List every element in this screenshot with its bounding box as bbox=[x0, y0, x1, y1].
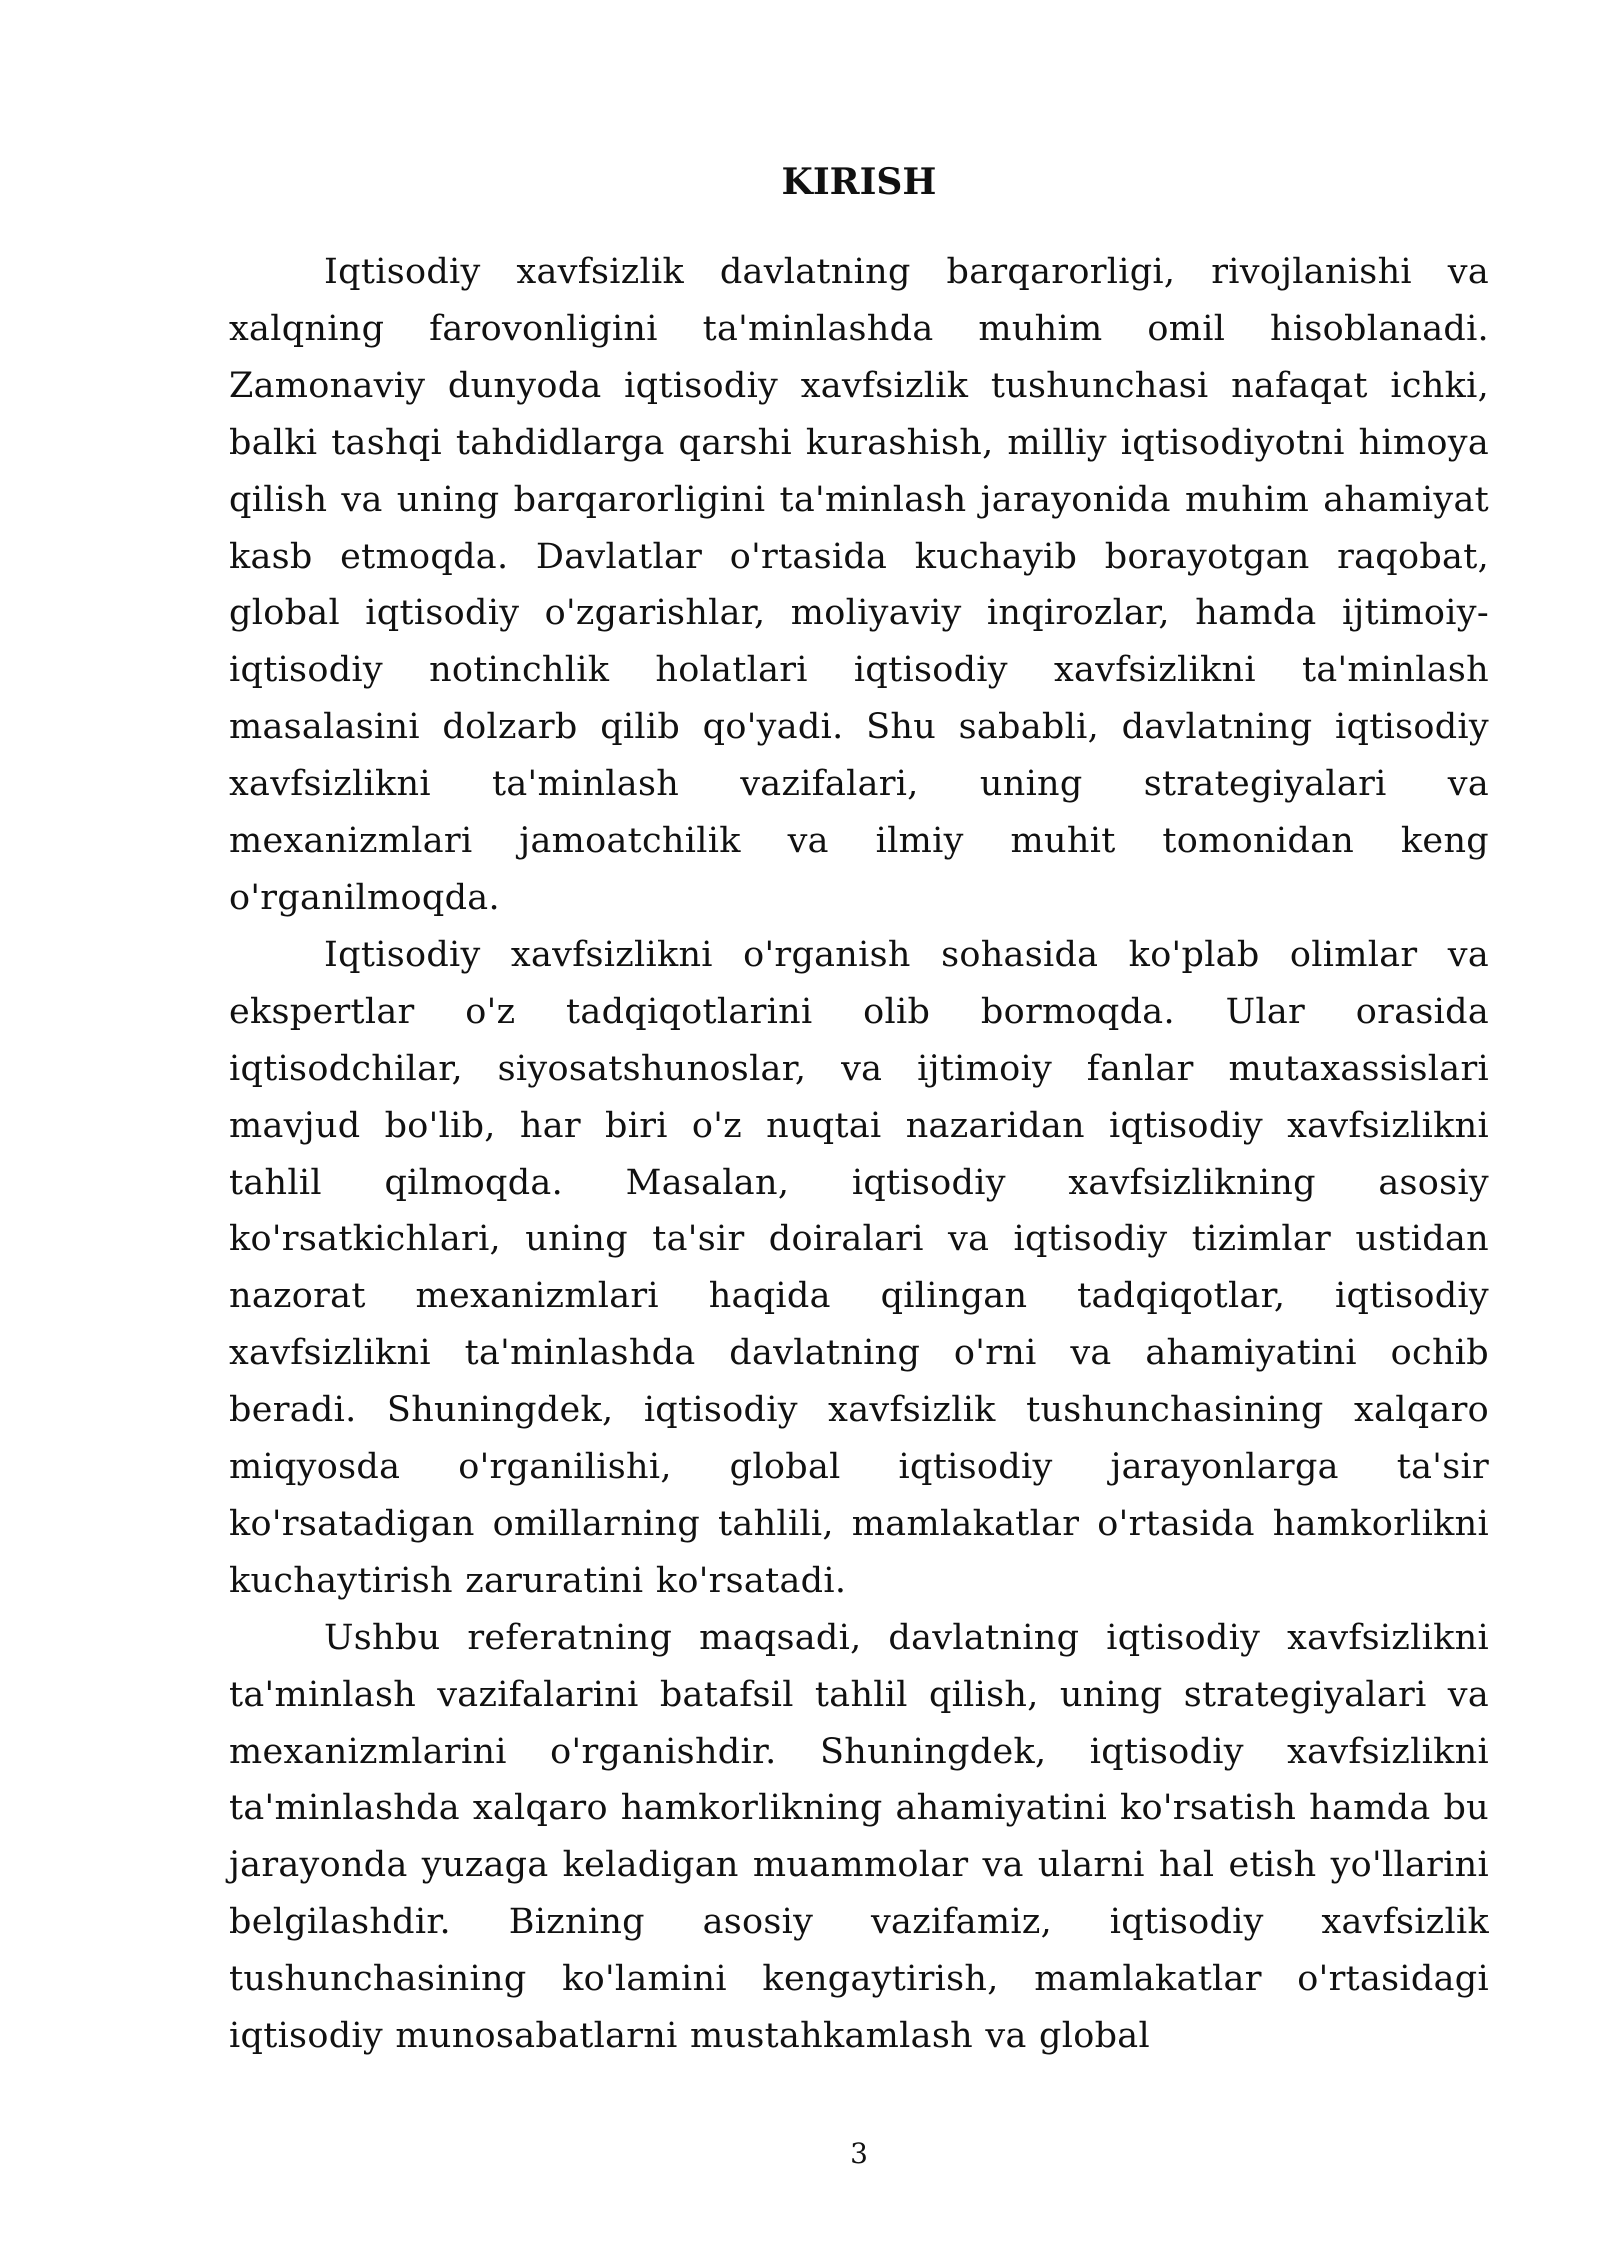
page-number: 3 bbox=[850, 2137, 868, 2170]
section-heading: KIRISH bbox=[781, 161, 937, 203]
body-text bbox=[229, 244, 1489, 2065]
paragraph-1: Iqtisodiy xavfsizlik davlatning barqarorligi, rivojlanishi va xalqning farovonligini ta'minlashda muhim omil hisoblanadi. Zamonaviy dunyoda iqtisodiy xavfsizlik tushunchasi nafaqat ichki, balki tashqi tahdidlarga qarshi kurashish, milliy iqtisodiyotni himoya qilish va uning barqarorligini ta'minlash jarayonida muhim ahamiyat kasb etmoqda. Davlatlar o'rtasida kuchayib borayotgan raqobat, global iqtisodiy o'zgarishlar, moliyaviy inqirozlar, hamda ijtimoiy-iqtisodiy notinchlik holatlari iqtisodiy xavfsizlikni ta'minlash masalasini dolzarb qilib qo'yadi. Shu sababli, davlatning iqtisodiy xavfsizlikni ta'minlash vazifalari, uning strategiyalari va mexanizmlari jamoatchilik va ilmiy muhit tomonidan keng o'rganilmoqda. bbox=[229, 252, 1489, 918]
paragraph-3: Ushbu referatning maqsadi, davlatning iqtisodiy xavfsizlikni ta'minlash vazifalarini batafsil tahlil qilish, uning strategiyalari va mexanizmlarini o'rganishdir. Shuningdek, iqtisodiy xavfsizlikni ta'minlashda xalqaro hamkorlikning ahamiyatini ko'rsatish hamda bu jarayonda yuzaga keladigan muammolar va ularni hal etish yo'llarini belgilashdir. Bizning asosiy vazifamiz, iqtisodiy xavfsizlik tushunchasining ko'lamini kengaytirish, mamlakatlar o'rtasidagi iqtisodiy munosabatlarni mustahkamlash va global bbox=[229, 1617, 1489, 2057]
paragraph-2: Iqtisodiy xavfsizlikni o'rganish sohasida ko'plab olimlar va ekspertlar o'z tadqiqotlarini olib bormoqda. Ular orasida iqtisodchilar, siyosatshunoslar, va ijtimoiy fanlar mutaxassislari mavjud bo'lib, har biri o'z nuqtai nazaridan iqtisodiy xavfsizlikni tahlil qilmoqda. Masalan, iqtisodiy xavfsizlikning asosiy ko'rsatkichlari, uning ta'sir doiralari va iqtisodiy tizimlar ustidan nazorat mexanizmlari haqida qilingan tadqiqotlar, iqtisodiy xavfsizlikni ta'minlashda davlatning o'rni va ahamiyatini ochib beradi. Shuningdek, iqtisodiy xavfsizlik tushunchasining xalqaro miqyosda o'rganilishi, global iqtisodiy jarayonlarga ta'sir ko'rsatadigan omillarning tahlili, mamlakatlar o'rtasida hamkorlikni kuchaytirish zaruratini ko'rsatadi. bbox=[229, 934, 1489, 1601]
